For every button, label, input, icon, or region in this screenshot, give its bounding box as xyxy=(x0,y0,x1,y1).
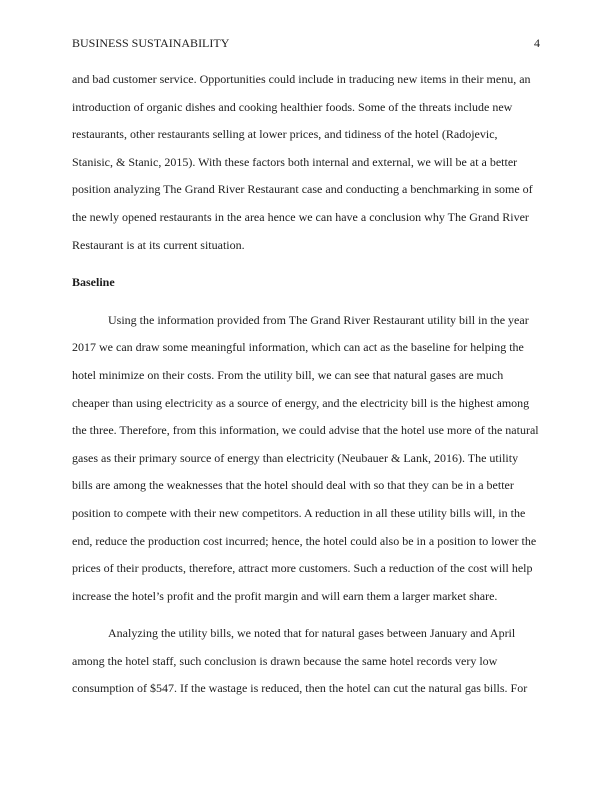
text-line: among the hotel staff, such conclusion is drawn because the same hotel records very low xyxy=(72,653,498,668)
page-header xyxy=(72,36,540,50)
text-line: and bad customer service. Opportunities could include in traducing new items in their menu, an xyxy=(72,72,531,86)
paragraph xyxy=(72,620,540,703)
text-line: introduction of organic dishes and cooking healthier foods. Some of the threats include new xyxy=(72,99,513,114)
text-line: Restaurant is at its current situation. xyxy=(72,237,245,252)
text-line: Using the information provided from The Grand River Restaurant utility bill in the year xyxy=(108,312,529,327)
text-line: position to compete with their new competitors. A reduction in all these utility bills will, in the xyxy=(72,505,526,520)
page-body xyxy=(72,66,540,713)
text-line: the three. Therefore, from this information, we could advise that the hotel use more of the natural xyxy=(72,423,539,438)
text-line: gases as their primary source of energy than electricity (Neubauer & Lank, 2016). The utility xyxy=(72,450,519,465)
text-line: Analyzing the utility bills, we noted that for natural gases between January and April xyxy=(108,626,516,641)
text-line: hotel minimize on their costs. From the utility bill, we can see that natural gases are much xyxy=(72,367,504,382)
text-line: position analyzing The Grand River Restaurant case and conducting a benchmarking in some of xyxy=(72,182,533,197)
text-line: prices of their products, therefore, attract more customers. Such a reduction of the cost will help xyxy=(72,561,533,576)
text-line: Baseline xyxy=(72,275,115,290)
text-line: 2017 we can draw some meaningful information, which can act as the baseline for helping the xyxy=(72,340,524,355)
paragraph xyxy=(72,307,540,611)
text-line: end, reduce the production cost incurred; hence, the hotel could also be in a position to lower the xyxy=(72,533,537,548)
text-line: Stanisic, & Stanic, 2015). With these factors both internal and external, we will be at a better xyxy=(72,154,518,169)
section-heading xyxy=(72,269,540,297)
text-line: consumption of $547. If the wastage is reduced, then the hotel can cut the natural gas bills. For xyxy=(72,681,528,696)
paragraph xyxy=(72,66,540,259)
text-line: the newly opened restaurants in the area hence we can have a conclusion why The Grand River xyxy=(72,209,529,224)
text-line: cheaper than using electricity as a source of energy, and the electricity bill is the highest among xyxy=(72,395,530,410)
running-head: BUSINESS SUSTAINABILITY xyxy=(72,36,230,50)
text-line: restaurants, other restaurants selling at lower prices, and tidiness of the hotel (Radojevic, xyxy=(72,127,498,142)
page-number: 4 xyxy=(534,36,540,50)
text-line: increase the hotel’s profit and the profit margin and will earn them a larger market share. xyxy=(72,588,498,603)
text-line: bills are among the weaknesses that the hotel should deal with so that they can be in a better xyxy=(72,478,514,493)
